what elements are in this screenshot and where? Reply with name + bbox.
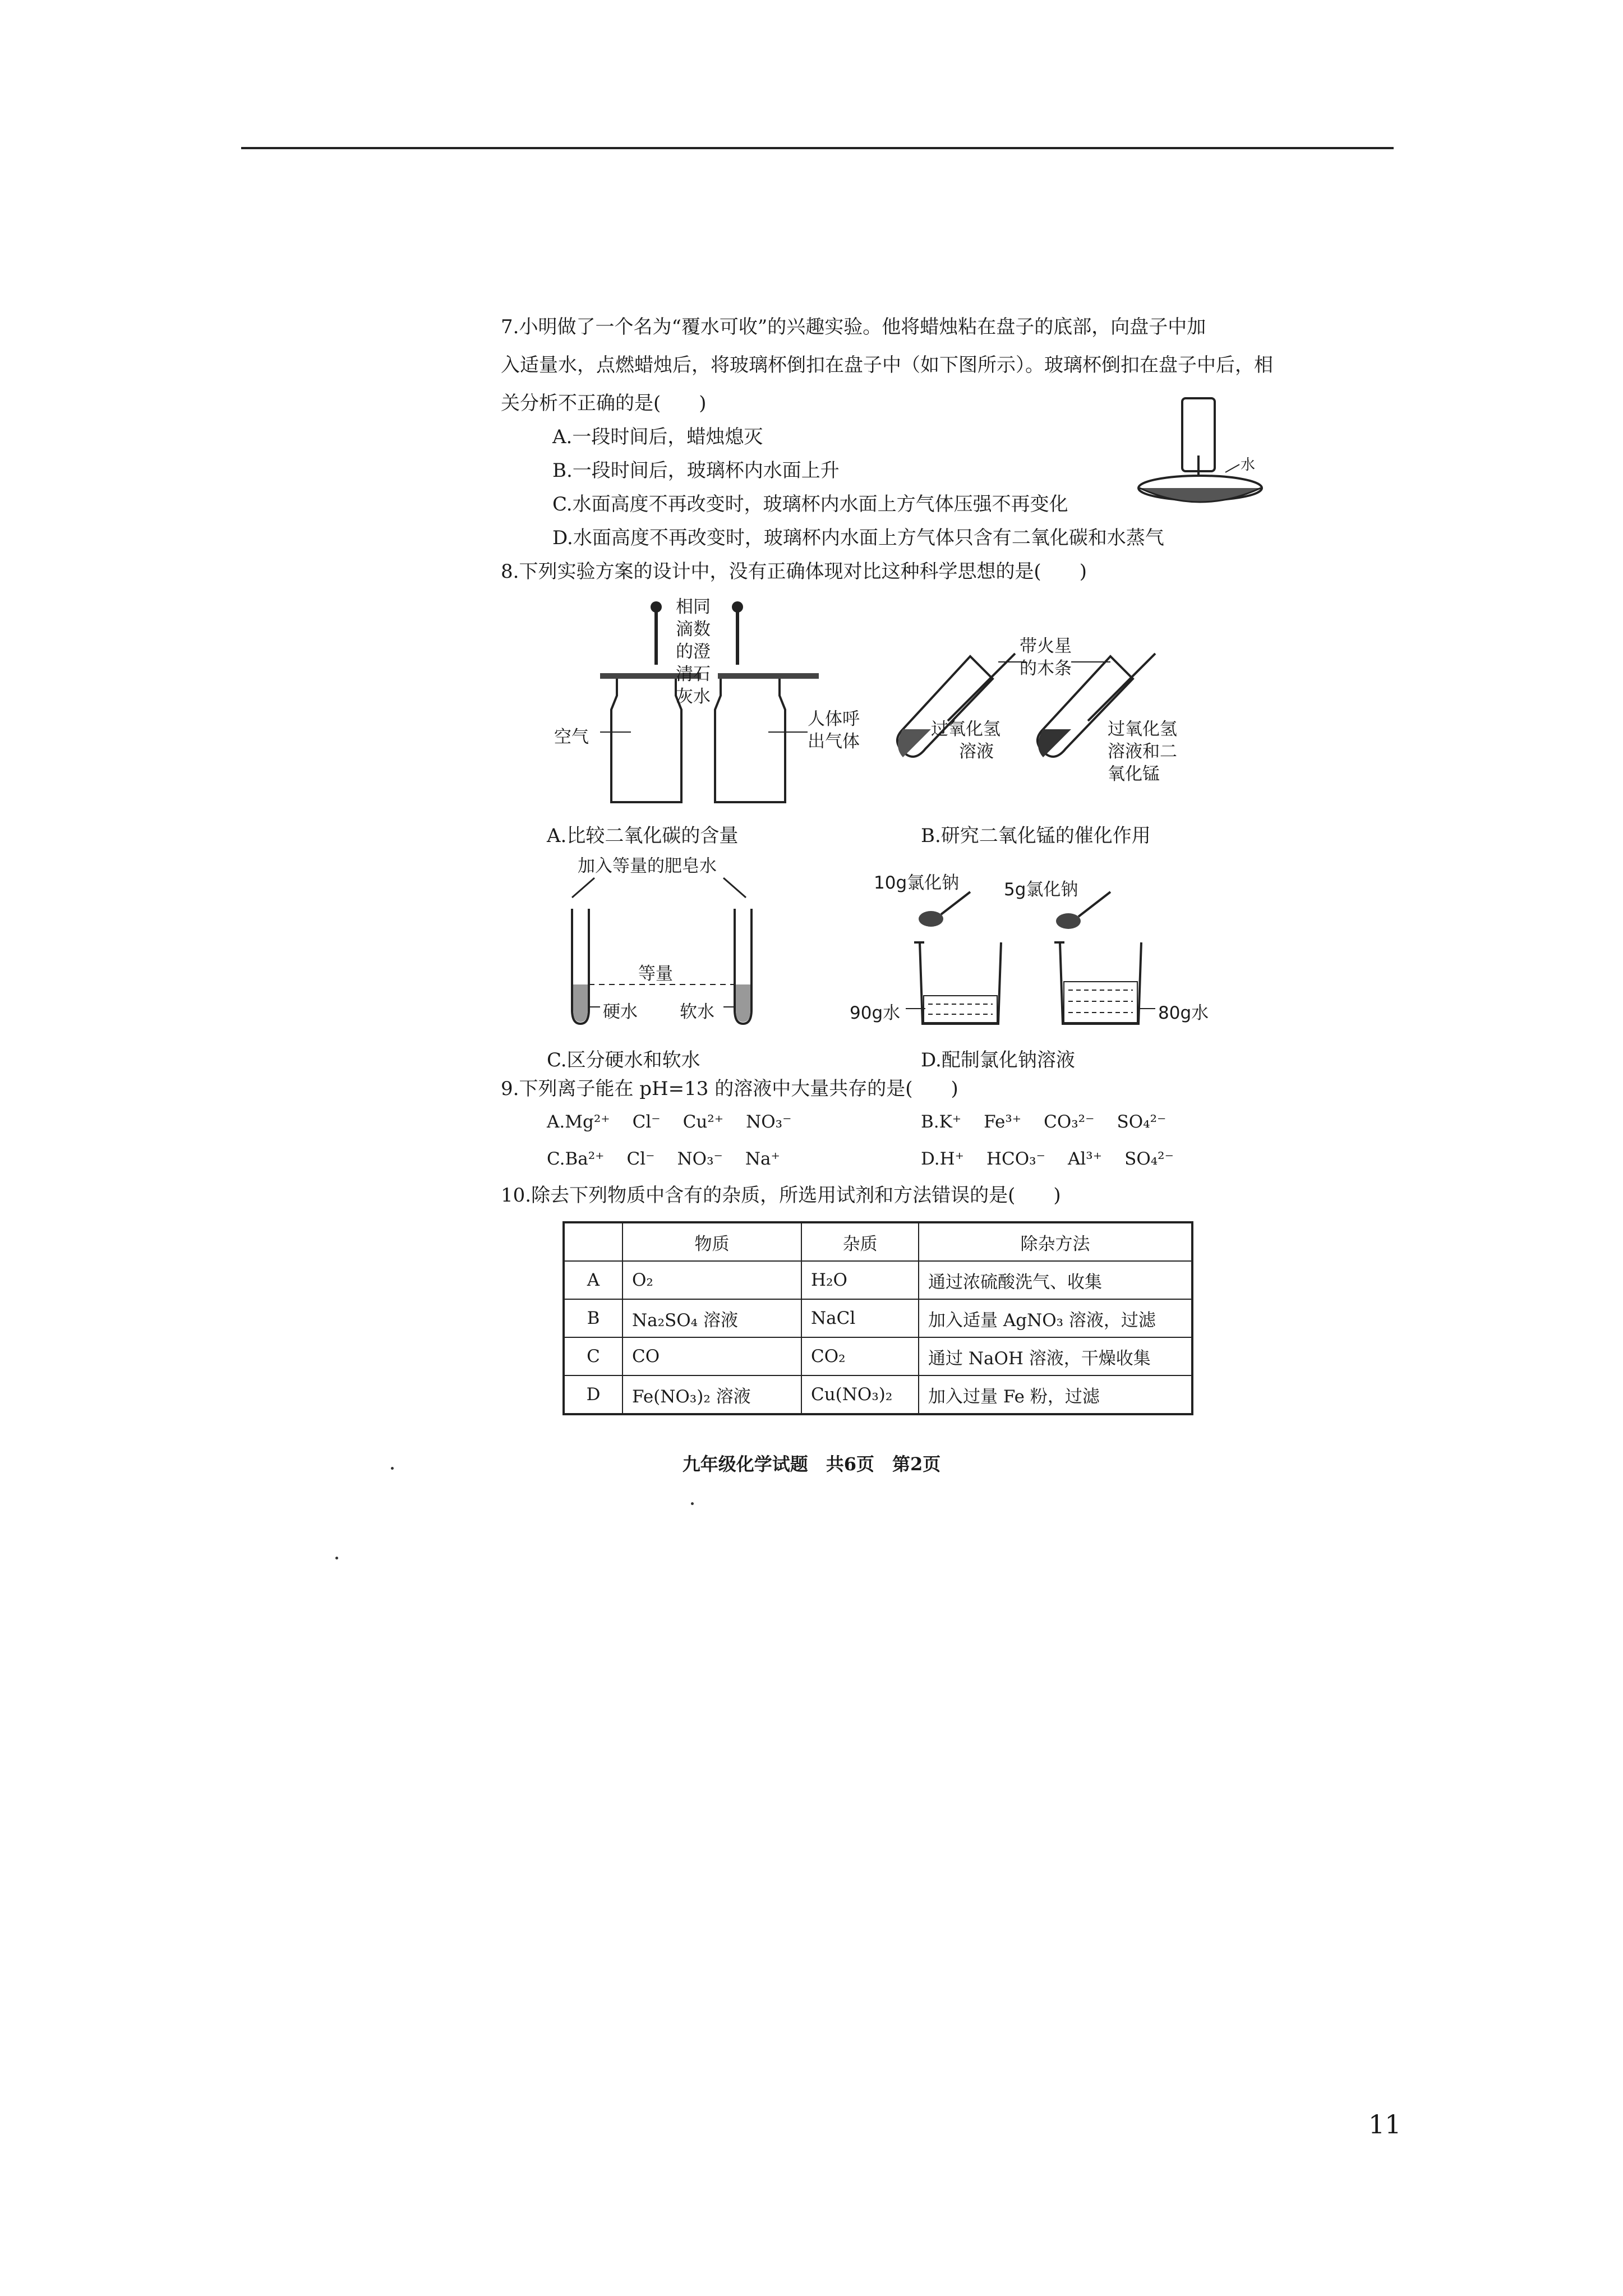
q9-option-d: D.H⁺ HCO₃⁻ Al³⁺ SO₄²⁻: [921, 1149, 1174, 1169]
q8-figure-a-top-label: 相同 滴数 的澄 清石 灰水: [676, 597, 711, 707]
q8-figure-c-right-label: 软水: [680, 1002, 714, 1022]
table-header: [564, 1222, 623, 1261]
q8-figure-d-water-left-label: 90g水: [850, 1003, 901, 1023]
scan-speck: [335, 1557, 338, 1559]
q8-figure-c-test-tubes: [555, 875, 768, 1032]
scan-speck: [691, 1502, 694, 1505]
q7-line-3: 关分析不正确的是( ): [501, 392, 707, 415]
q8-caption-d: D.配制氯化钠溶液: [921, 1049, 1075, 1071]
q8-figure-d-beakers: [875, 875, 1189, 1038]
table-cell: H₂O: [801, 1261, 919, 1299]
q7-option-d: D.水面高度不再改变时，玻璃杯内水面上方气体只含有二氧化碳和水蒸气: [552, 527, 1164, 549]
q8-caption-c: C.区分硬水和软水: [547, 1049, 700, 1071]
q8-figure-d-spoon-right-label: 5g氯化钠: [1004, 880, 1078, 900]
table-row: [564, 1299, 1192, 1337]
q8-figure-d-spoon-left-label: 10g氯化钠: [874, 873, 960, 893]
q9-option-b: B.K⁺ Fe³⁺ CO₃²⁻ SO₄²⁻: [921, 1112, 1166, 1132]
q10-stem: 10.除去下列物质中含有的杂质，所选用试剂和方法错误的是( ): [501, 1184, 1061, 1207]
q7-option-b: B.一段时间后，玻璃杯内水面上升: [552, 459, 840, 482]
page-footer: 九年级化学试题 共6页 第2页: [682, 1453, 941, 1475]
table-cell: CO₂: [801, 1337, 919, 1375]
table-cell: Fe(NO₃)₂ 溶液: [623, 1375, 801, 1414]
q8-figure-a-left-label: 空气: [554, 727, 589, 747]
q9-option-a: A.Mg²⁺ Cl⁻ Cu²⁺ NO₃⁻: [547, 1112, 792, 1132]
table-header: 物质: [623, 1222, 801, 1261]
q10-table: [562, 1221, 1193, 1415]
table-cell: 加入过量 Fe 粉，过滤: [919, 1375, 1192, 1414]
table-header: 除杂方法: [919, 1222, 1192, 1261]
q9-stem: 9.下列离子能在 pH=13 的溶液中大量共存的是( ): [501, 1078, 958, 1100]
q8-figure-c-mid-label: 等量: [638, 964, 673, 984]
table-row: [564, 1375, 1192, 1414]
table-cell: O₂: [623, 1261, 801, 1299]
table-cell: 加入适量 AgNO₃ 溶液，过滤: [919, 1299, 1192, 1337]
q7-water-label: 水: [1241, 457, 1256, 473]
table-cell: Na₂SO₄ 溶液: [623, 1299, 801, 1337]
q8-figure-a-right-label: 人体呼 出气体: [808, 709, 860, 752]
table-cell: C: [564, 1337, 623, 1375]
q8-figure-c-top-label: 加入等量的肥皂水: [578, 856, 717, 876]
table-header: 杂质: [801, 1222, 919, 1261]
q7-option-c: C.水面高度不再改变时，玻璃杯内水面上方气体压强不再变化: [552, 493, 1068, 516]
q7-option-a: A.一段时间后，蜡烛熄灭: [552, 426, 763, 448]
q9-option-c: C.Ba²⁺ Cl⁻ NO₃⁻ Na⁺: [547, 1149, 780, 1169]
q7-line-1: 7.小明做了一个名为“覆水可收”的兴趣实验。他将蜡烛粘在盘子的底部，向盘子中加: [501, 316, 1206, 338]
q8-caption-a: A.比较二氧化碳的含量: [547, 825, 739, 847]
table-cell: A: [564, 1261, 623, 1299]
q8-stem: 8.下列实验方案的设计中，没有正确体现对比这种科学思想的是( ): [501, 560, 1087, 583]
q8-figure-b-right-label: 过氧化氢 溶液和二 氧化锰: [1108, 719, 1177, 784]
table-cell: B: [564, 1299, 623, 1337]
table-cell: 通过 NaOH 溶液，干燥收集: [919, 1337, 1192, 1375]
q8-figure-b-top-label: 带火星 的木条: [1020, 636, 1072, 679]
table-row: [564, 1261, 1192, 1299]
table-row: [564, 1337, 1192, 1375]
q8-caption-b: B.研究二氧化锰的催化作用: [921, 825, 1151, 847]
table-cell: Cu(NO₃)₂: [801, 1375, 919, 1414]
header-rule: [241, 147, 1394, 149]
q8-figure-d-water-right-label: 80g水: [1158, 1003, 1209, 1023]
table-cell: D: [564, 1375, 623, 1414]
scan-speck: [391, 1467, 394, 1470]
table-cell: NaCl: [801, 1299, 919, 1337]
page-number: 11: [1368, 2109, 1401, 2139]
q7-line-2: 入适量水，点燃蜡烛后，将玻璃杯倒扣在盘子中（如下图所示）。玻璃杯倒扣在盘子中后，相: [501, 354, 1273, 376]
q8-figure-b-left-label: 过氧化氢 溶液: [931, 719, 1000, 762]
table-cell: 通过浓硫酸洗气、收集: [919, 1261, 1192, 1299]
table-header-row: [564, 1222, 1192, 1261]
q8-figure-c-left-label: 硬水: [603, 1002, 638, 1022]
table-cell: CO: [623, 1337, 801, 1375]
